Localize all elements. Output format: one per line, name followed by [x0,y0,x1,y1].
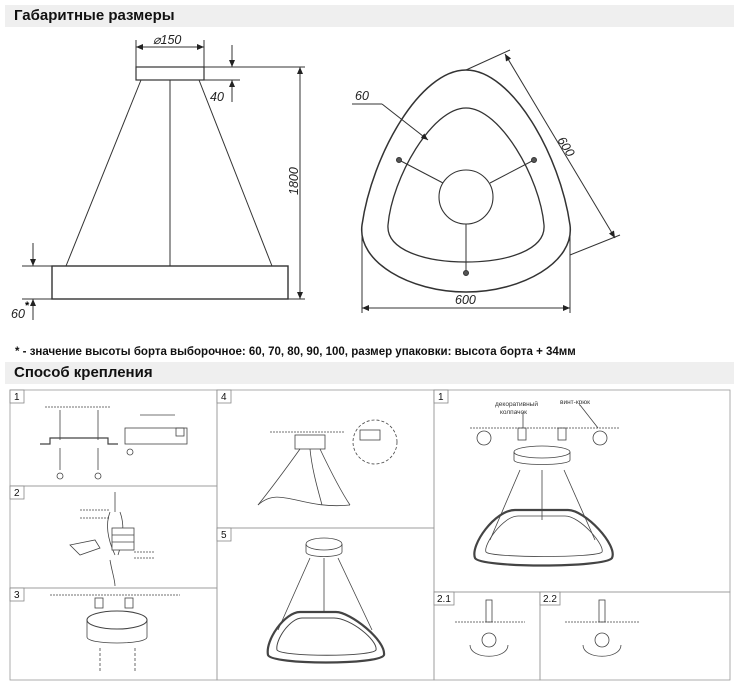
dim-asterisk: * [25,300,30,312]
panel-number-r1: 1 [438,392,444,403]
footnote: * - значение высоты борта выборочное: 60, 70, 80, 90, 100, размер упаковки: высота борта + 34мм [15,346,576,358]
top-view-drawing [352,50,620,313]
dim-diameter: ⌀150 [153,33,182,47]
dim-offset: 60 [355,89,369,103]
panel-2-1-hook [455,600,525,656]
top-view-canopy [439,170,493,224]
panel-number-2-2: 2.2 [543,594,557,605]
panel-3-canopy-mount [50,595,180,672]
panel-5-lamp [268,538,384,663]
front-view-drawing [22,40,305,320]
panel-1-bracket [40,407,187,479]
panel-number-1: 1 [14,392,20,403]
callout-cap-line1: декоративный [495,401,538,408]
dim-side: 600 [554,134,578,160]
panel-number-2-1: 2.1 [437,594,451,605]
panel-number-5: 5 [221,530,227,541]
panel-4-assembly [258,420,397,506]
callout-cap-line2: колпачок [500,409,528,416]
dim-board-height: 60 [11,307,25,321]
panel-r1-hanging [470,405,620,566]
panel-2-wiring [70,492,155,586]
canopy [136,67,204,80]
dim-total-height: 1800 [287,167,301,195]
section-title-mounting: Способ крепления [14,364,153,381]
panel-number-4: 4 [221,392,227,403]
panel-2-2-hook [565,600,640,656]
dim-width: 600 [455,293,476,307]
lamp-ring-side [52,266,288,299]
panel-number-2: 2 [14,488,20,499]
section-title-dimensions: Габаритные размеры [14,7,175,24]
callout-hook: винт-крюк [560,399,590,406]
dim-canopy-height: 40 [210,90,224,104]
panel-number-3: 3 [14,590,20,601]
